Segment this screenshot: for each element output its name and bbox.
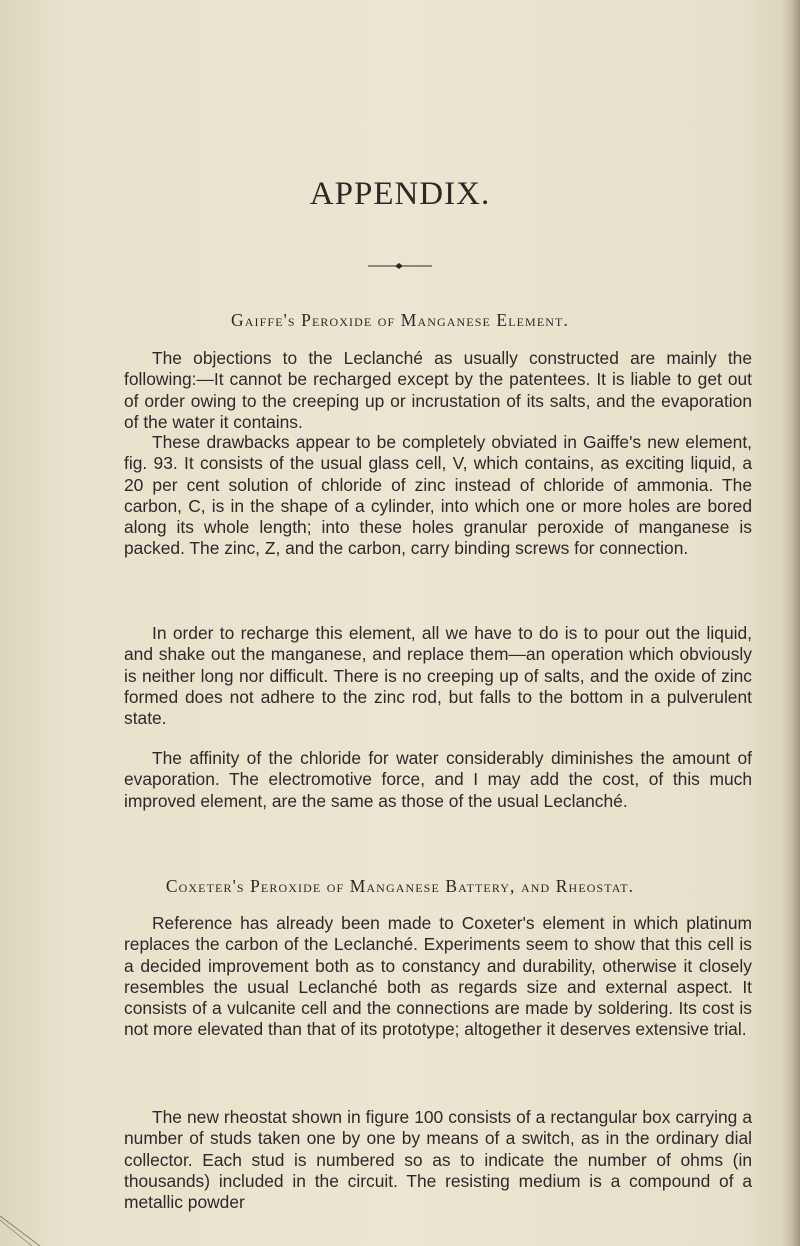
- page-corner-curl: [0, 1216, 60, 1246]
- paragraph-reference: Reference has already been made to Coxeter's element in which platinum replaces the carbon of the Leclanché. Experiments seem to show that this cell is a decided improvement both as to constancy and durability, otherwise it closely resembles the usual Leclanché both as regards size and external aspect. It consists of a vulcanite cell and the connections are made by soldering. Its cost is not more elevated than that of its prototype; altogether it deserves extensive trial.: [124, 913, 752, 1040]
- paragraph-rheostat: The new rheostat shown in figure 100 consists of a rectangular box carrying a number of studs taken one by one by means of a switch, as in the ordinary dial collector. Each stud is numbered so as to indicate the number of ohms (in thousands) included in the circuit. The resisting medium is a compound of a metallic powder: [124, 1107, 752, 1213]
- paragraph-recharge: In order to recharge this element, all we have to do is to pour out the liquid, and shake out the manganese, and replace them—an operation which obviously is neither long nor difficult. There is no creeping up of salts, and the oxide of zinc formed does not adhere to the zinc rod, but falls to the bottom in a pulverulent state.: [124, 623, 752, 729]
- paragraph-drawbacks: These drawbacks appear to be completely obviated in Gaiffe's new element, fig. 93. It consists of the usual glass cell, V, which contains, as exciting liquid, a 20 per cent solution of chloride of zinc instead of chloride of ammonia. The carbon, C, is in the shape of a cylinder, into which one or more holes are bored along its whole length; into these holes granular peroxide of manganese is packed. The zinc, Z, and the carbon, carry binding screws for connection.: [124, 432, 752, 559]
- paragraph-objections: The objections to the Leclanché as usually constructed are mainly the following:—It cannot be recharged except by the patentees. It is liable to get out of order owing to the creeping up or incrustation of its salts, and the evaporation of the water it contains.: [124, 348, 752, 432]
- section-heading-coxeter: Coxeter's Peroxide of Manganese Battery, and Rheostat.: [165, 876, 635, 896]
- page-title: APPENDIX.: [309, 176, 491, 212]
- paragraph-affinity: The affinity of the chloride for water considerably diminishes the amount of evaporation. The electromotive force, and I may add the cost, of this much improved element, are the same as those of the usual Leclanché.: [124, 748, 752, 811]
- diamond-rule-ornament: [368, 262, 432, 270]
- section-heading-gaiffe: Gaiffe's Peroxide of Manganese Element.: [231, 310, 569, 330]
